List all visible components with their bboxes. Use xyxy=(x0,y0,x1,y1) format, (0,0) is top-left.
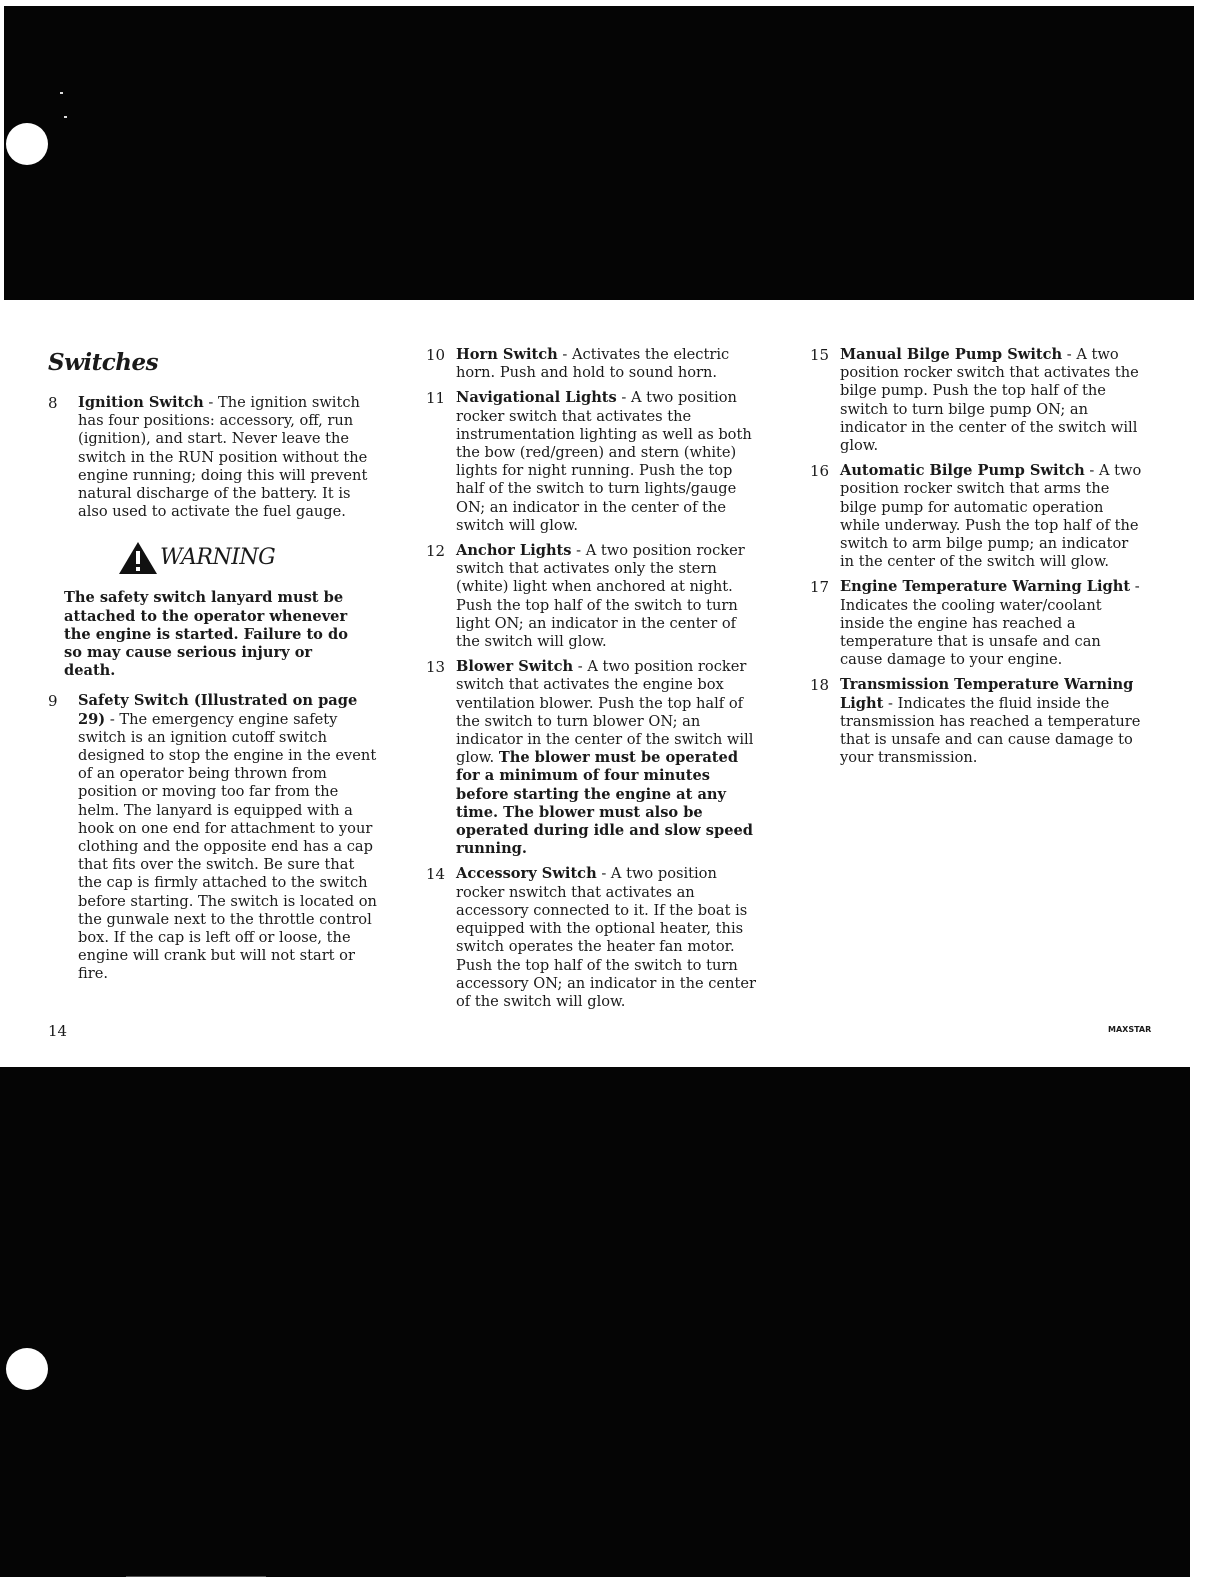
item-body: - Indicates the cooling water/coolant inside the engine has reached a temperature that is unsafe and can cause damage to your engine. xyxy=(840,578,1140,669)
item-text xyxy=(840,676,1146,767)
item-text xyxy=(840,462,1146,571)
list-item xyxy=(426,865,762,1011)
item-term: Horn Switch xyxy=(456,346,558,363)
list-item xyxy=(426,542,762,651)
warning-header xyxy=(118,541,378,575)
item-number: 13 xyxy=(426,658,446,677)
section-title: Switches xyxy=(48,349,159,376)
list-item xyxy=(48,692,378,983)
column-middle xyxy=(426,346,762,1018)
column-right xyxy=(810,346,1146,774)
item-number: 12 xyxy=(426,542,446,561)
item-body: - A two position rocker switch that arms the bilge pump for automatic operation while underway. Push the top half of the switch to arm bilge pump; an indicator in the center of the switch will glow. xyxy=(840,462,1142,571)
list-item xyxy=(810,462,1146,571)
item-body: - The ignition switch has four positions: accessory, off, run (ignition), and start. Never leave the switch in the RUN position without the engine running; doing this will prevent natural discharge of the battery. It is also used to activate the fuel gauge. xyxy=(78,394,368,521)
item-text xyxy=(78,692,378,983)
item-number: 16 xyxy=(810,462,830,481)
list-item xyxy=(810,346,1146,455)
item-text xyxy=(840,578,1146,669)
bottom-scan-band xyxy=(0,1067,1190,1577)
item-text xyxy=(456,389,762,535)
item-number: 9 xyxy=(48,692,58,711)
punch-hole-bottom xyxy=(6,1348,48,1390)
item-text xyxy=(456,542,762,651)
punch-hole-top xyxy=(6,123,48,165)
item-number: 17 xyxy=(810,578,830,597)
top-scan-band xyxy=(4,6,1194,300)
item-body: - Activates the electric horn. Push and hold to sound horn. xyxy=(456,346,730,382)
bottom-rule xyxy=(126,1576,266,1577)
brand-mark: MAXSTAR xyxy=(1108,1025,1152,1034)
warning-triangle-icon xyxy=(118,541,158,575)
item-term: Blower Switch xyxy=(456,658,574,676)
item-term: Engine Temperature Warning Light xyxy=(840,578,1131,596)
item-term: Accessory Switch xyxy=(456,865,597,883)
item-number: 15 xyxy=(810,346,830,364)
item-number: 11 xyxy=(426,389,446,408)
item-text xyxy=(456,658,762,858)
item-text xyxy=(456,865,762,1011)
item-bold-note: The blower must be operated for a minimum of four minutes before starting the engine at any time. The blower must also be operated during idle and slow speed running. xyxy=(456,749,753,858)
list-item xyxy=(810,578,1146,669)
item-text xyxy=(456,346,762,382)
item-number: 18 xyxy=(810,676,830,695)
item-body: - A two position rocker switch that activates the instrumentation lighting as well as both the bow (red/green) and stern (white) lights for night running. Push the top half of the switch to turn lights/gauge ON; an indicator in the center of the switch will glow. xyxy=(456,389,752,534)
warning-label: WARNING xyxy=(160,545,276,571)
item-term: Manual Bilge Pump Switch xyxy=(840,346,1063,363)
item-term: Ignition Switch xyxy=(78,394,204,411)
item-body: - A two position rocker switch that activates only the stern (white) light when anchored at night. Push the top half of the switch to turn light ON; an indicator in the center of the switch will glow. xyxy=(456,542,745,651)
item-number: 8 xyxy=(48,394,58,412)
item-number: 14 xyxy=(426,865,446,884)
list-item xyxy=(810,676,1146,767)
item-text xyxy=(840,346,1146,455)
item-body: - A two position rocker switch that activates the bilge pump. Push the top half of the switch to turn bilge pump ON; an indicator in the center of the switch will glow. xyxy=(840,346,1139,455)
list-item xyxy=(48,394,378,521)
list-item xyxy=(426,389,762,535)
item-body: - Indicates the fluid inside the transmission has reached a temperature that is unsafe and can cause damage to your transmission. xyxy=(840,694,1141,767)
list-item xyxy=(426,658,762,858)
scan-speck xyxy=(64,116,67,118)
item-term: Automatic Bilge Pump Switch xyxy=(840,462,1085,480)
item-number: 10 xyxy=(426,346,446,364)
list-item xyxy=(426,346,762,382)
item-term: Anchor Lights xyxy=(456,542,572,560)
page-number: 14 xyxy=(48,1022,68,1040)
item-body: - A two position rocker nswitch that activates an accessory connected to it. If the boat is equipped with the optional heater, this switch operates the heater fan motor. Push the top half of the switch to turn accessory ON; an indicator in the center of the switch will glow. xyxy=(456,865,756,1010)
item-body: - The emergency engine safety switch is an ignition cutoff switch designed to stop the engine in the event of an operator being thrown from position or moving too far from the helm. The lanyard is equipped with a hook on one end for attachment to your clothing and the opposite end has a cap that fits over the switch. Be sure that the cap is firmly attached to the switch before starting. The switch is located on the gunwale next to the throttle control box. If the cap is left off or loose, the engine will crank but will not start or fire. xyxy=(78,710,377,983)
item-term: Transmission Temperature Warning Light xyxy=(840,676,1134,712)
column-left xyxy=(48,346,378,991)
scan-speck xyxy=(60,92,63,94)
warning-text: The safety switch lanyard must be attached to the operator whenever the engine is started. Failure to do so may cause serious injury or death. xyxy=(64,589,348,680)
item-term: Navigational Lights xyxy=(456,389,617,407)
item-body: - A two position rocker switch that activates the engine box ventilation blower. Push the top half of the switch to turn blower ON; an indicator in the center of the switch will glow. xyxy=(456,658,754,767)
item-text xyxy=(78,394,378,521)
item-term: Safety Switch (Illustrated on page 29) xyxy=(78,692,358,728)
